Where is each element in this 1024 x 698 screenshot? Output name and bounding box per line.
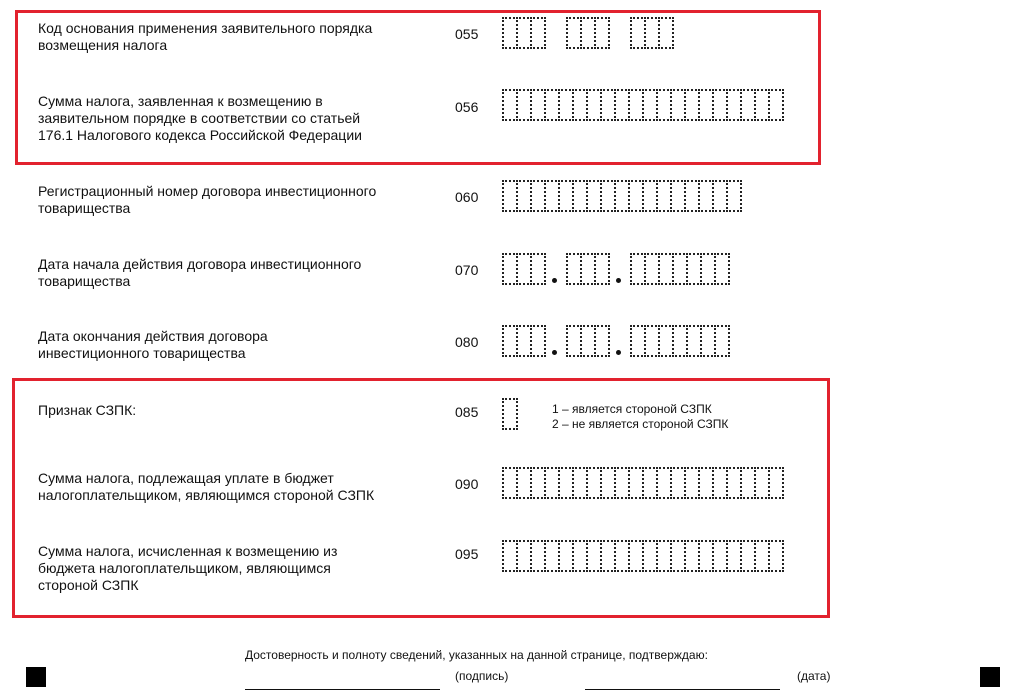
field-label-080: [38, 328, 438, 362]
label-line: Признак СЗПК:: [38, 402, 137, 418]
input-cells-060[interactable]: [502, 180, 740, 212]
input-cells-085[interactable]: [502, 398, 516, 430]
corner-marker-left: [26, 667, 46, 687]
date-cells-080[interactable]: [502, 325, 728, 357]
label-line: Сумма налога, подлежащая уплате в бюджет: [38, 470, 334, 486]
field-code-056: 056: [455, 99, 479, 115]
field-label-060: [38, 183, 438, 217]
input-cell[interactable]: [768, 467, 784, 499]
signature-line[interactable]: [245, 689, 440, 690]
input-cells-090[interactable]: [502, 467, 782, 499]
label-line: инвестиционного товарищества: [38, 345, 246, 361]
input-cell[interactable]: [726, 180, 742, 212]
szpk-option-1: 1 – является стороной СЗПК: [552, 402, 712, 416]
input-cell[interactable]: [502, 398, 518, 430]
field-code-085: 085: [455, 404, 479, 420]
field-label-095: [38, 543, 438, 594]
field-code-070: 070: [455, 262, 479, 278]
label-line: 176.1 Налогового кодекса Российской Федерации: [38, 127, 362, 143]
date-separator-dot: [544, 253, 566, 285]
label-line: товарищества: [38, 200, 131, 216]
date-separator-dot: [608, 253, 630, 285]
label-line: Код основания применения заявительного порядка: [38, 20, 373, 36]
corner-marker-right: [980, 667, 1000, 687]
label-line: возмещения налога: [38, 37, 168, 53]
date-label: (дата): [797, 669, 831, 683]
label-line: стороной СЗПК: [38, 577, 139, 593]
input-cell[interactable]: [768, 540, 784, 572]
field-code-095: 095: [455, 546, 479, 562]
label-line: Дата окончания действия договора: [38, 328, 268, 344]
label-line: товарищества: [38, 273, 131, 289]
label-line: налогоплательщиком, являющимся стороной СЗПК: [38, 487, 375, 503]
input-cell[interactable]: [714, 253, 730, 285]
input-cells-056[interactable]: [502, 89, 782, 121]
label-line: Дата начала действия договора инвестиционного: [38, 256, 362, 272]
szpk-option-2: 2 – не является стороной СЗПК: [552, 417, 729, 431]
input-cell[interactable]: [658, 17, 674, 49]
date-separator-dot: [544, 325, 566, 357]
label-line: Сумма налога, заявленная к возмещению в: [38, 93, 323, 109]
field-label-090: [38, 470, 438, 504]
input-cells-095[interactable]: [502, 540, 782, 572]
date-line[interactable]: [585, 689, 780, 690]
field-code-080: 080: [455, 334, 479, 350]
input-cells-055[interactable]: [502, 17, 672, 49]
field-code-090: 090: [455, 476, 479, 492]
field-code-060: 060: [455, 189, 479, 205]
input-cell[interactable]: [594, 17, 610, 49]
input-cell[interactable]: [714, 325, 730, 357]
label-line: заявительном порядке в соответствии со статьей: [38, 110, 361, 126]
date-cells-070[interactable]: [502, 253, 728, 285]
label-line: Сумма налога, исчисленная к возмещению из: [38, 543, 338, 559]
confirmation-statement: Достоверность и полноту сведений, указанных на данной странице, подтверждаю:: [245, 648, 708, 662]
field-label-070: [38, 256, 438, 290]
field-label-056: [38, 93, 438, 144]
field-label-055: [38, 20, 438, 54]
field-code-055: 055: [455, 26, 479, 42]
input-cell[interactable]: [530, 17, 546, 49]
field-label-085: [38, 402, 438, 419]
label-line: Регистрационный номер договора инвестиционного: [38, 183, 377, 199]
signature-label: (подпись): [455, 669, 509, 683]
label-line: бюджета налогоплательщиком, являющимся: [38, 560, 331, 576]
date-separator-dot: [608, 325, 630, 357]
szpk-options-note: [552, 402, 728, 432]
input-cell[interactable]: [768, 89, 784, 121]
